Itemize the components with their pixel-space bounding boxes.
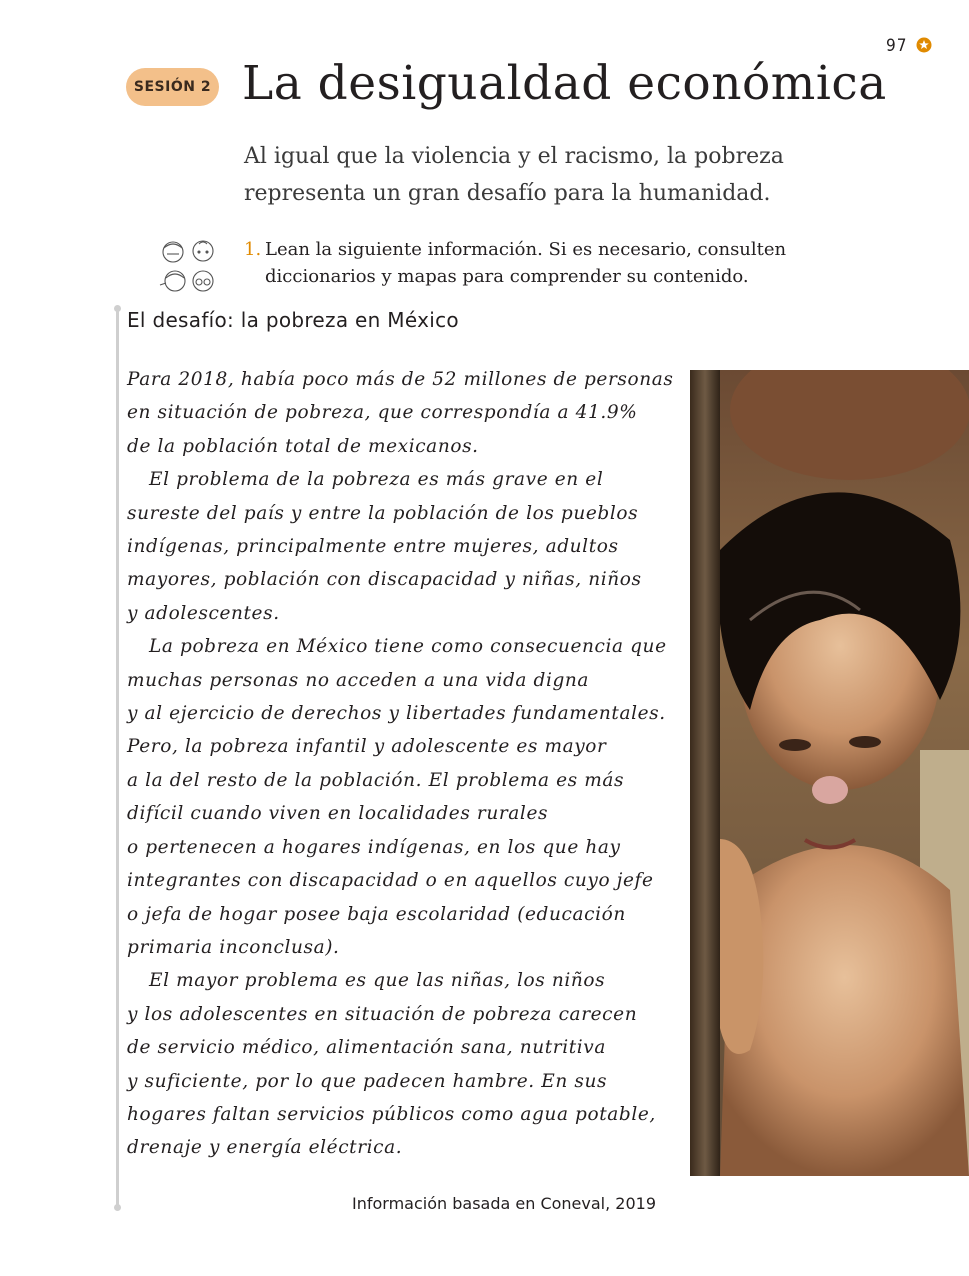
text-line: de la población total de mexicanos. [127,435,479,457]
activity-line: Lean la siguiente información. Si es necesario, consulten [265,239,787,260]
intro-line: representa un gran desafío para la humanidad. [244,181,771,206]
activity-instruction [244,236,844,290]
text-line: a la del resto de la población. El problema es más [127,769,625,791]
activity-line: diccionarios y mapas para comprender su contenido. [265,266,749,287]
text-line: La pobreza en México tiene como consecuencia que [149,636,667,658]
text-line: primaria inconclusa). [127,936,340,958]
side-rule-cap [114,305,121,312]
reading-title: El desafío: la pobreza en México [127,308,459,332]
text-line: muchas personas no acceden a una vida digna [127,669,590,691]
text-line: o jefa de hogar posee baja escolaridad (educación [127,903,626,925]
reading-body [127,363,687,1165]
page-title: La desigualdad económica [242,56,887,111]
text-line: Para 2018, había poco más de 52 millones de personas [127,369,674,390]
text-line: o pertenecen a hogares indígenas, en los que hay [127,836,621,858]
reading-side-rule [116,308,119,1208]
source-citation: Información basada en Coneval, 2019 [352,1194,656,1213]
text-line: El mayor problema es que las niñas, los niños [149,970,606,992]
text-line: sureste del país y entre la población de los pueblos [127,502,639,524]
group-work-icon [158,240,218,294]
intro-text [244,138,844,212]
text-line: drenaje y energía eléctrica. [127,1137,403,1159]
session-badge: SESIÓN 2 [126,68,219,106]
star-icon [916,37,932,53]
side-rule-cap [114,1204,121,1211]
text-line: de servicio médico, alimentación sana, nutritiva [127,1037,606,1059]
text-line: mayores, población con discapacidad y niñas, niños [127,569,642,591]
activity-number: 1. [244,239,262,260]
text-line: y suficiente, por lo que padecen hambre. En sus [127,1070,608,1092]
child-photo [690,370,969,1176]
text-line: integrantes con discapacidad o en aquellos cuyo jefe [127,870,654,892]
text-line: en situación de pobreza, que correspondía a 41.9% [127,402,638,424]
text-line: difícil cuando viven en localidades rurales [127,803,549,825]
text-line: y los adolescentes en situación de pobreza carecen [127,1003,638,1025]
page-number: 97 [886,36,908,56]
text-line: y al ejercicio de derechos y libertades fundamentales. [127,703,666,725]
text-line: El problema de la pobreza es más grave en el [149,469,604,491]
text-line: hogares faltan servicios públicos como agua potable, [127,1103,656,1125]
text-line: Pero, la pobreza infantil y adolescente es mayor [127,736,607,758]
text-line: indígenas, principalmente entre mujeres, adultos [127,536,619,558]
text-line: y adolescentes. [127,602,280,624]
intro-line: Al igual que la violencia y el racismo, la pobreza [244,144,784,169]
